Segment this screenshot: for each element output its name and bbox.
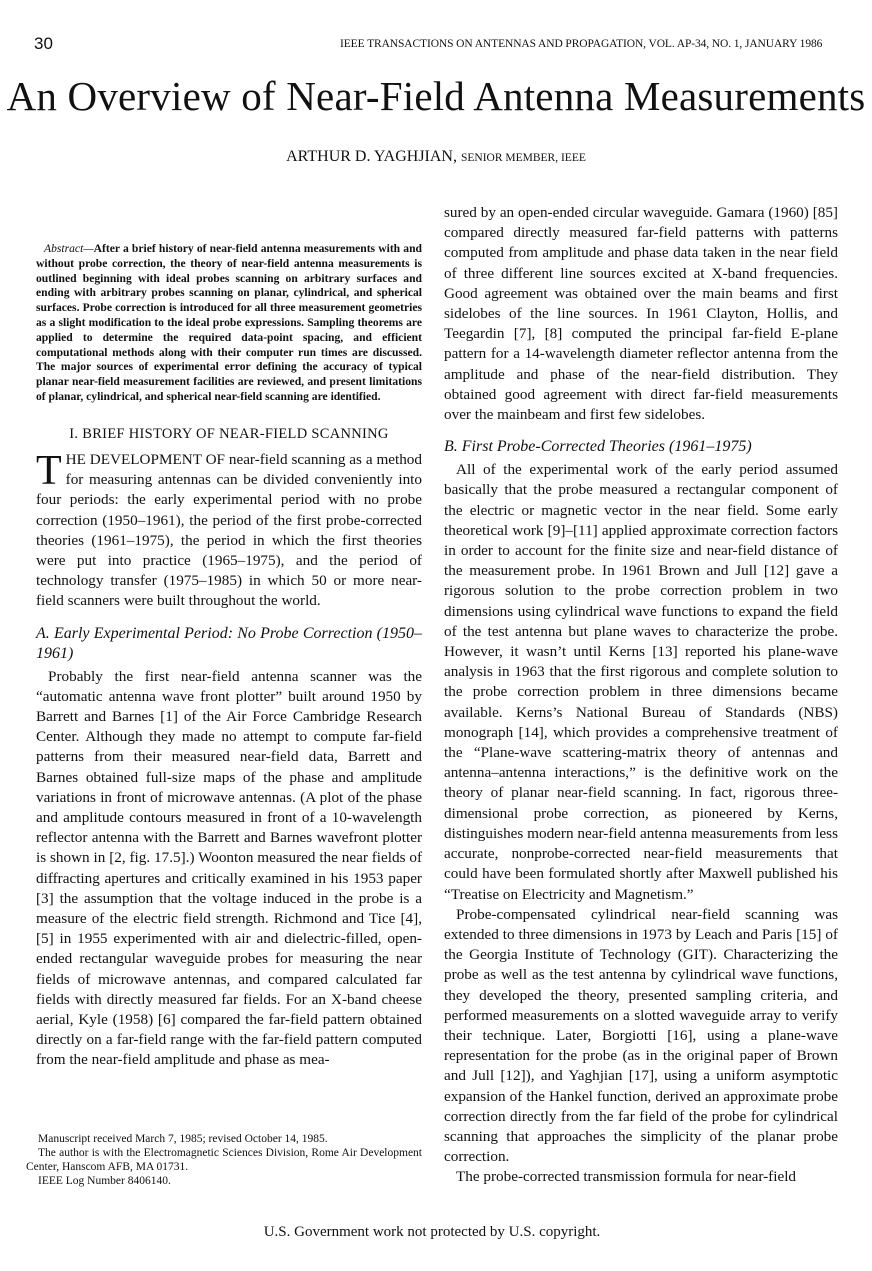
left-column-body [26,200,422,1071]
author-name: ARTHUR D. YAGHJIAN, [286,148,457,165]
subsection-heading-a: A. Early Experimental Period: No Probe Correction (1950–1961) [36,624,422,662]
paragraph: sured by an open-ended circular waveguide. Gamara (1960) [85] compared directly measured far-field patterns with patterns computed from amplitude and phase data taken in the near field of three different line sources excited at X-band frequencies. Good agreement was obtained over the main beams and first sidelobes of the line sources. In 1961 Clayton, Hollis, and Teegardin [7], [8] computed the principal far-field E-plane pattern for a 14-wavelength diameter reflector antenna from the amplitude and phase of the near-field distribution. They obtained good agreement with direct far-field measurements over the mainbeam and first few sidelobes. [444,204,838,424]
paragraph: Probably the first near-field antenna scanner was the “automatic antenna wave front plotter” built around 1950 by Barrett and Barnes [1] of the Air Force Cambridge Research Center. Although they made no attempt to compute far-field patterns from their measured near-field data, Barrett and Barnes obtained full-size maps of the phase and amplitude variations in front of microwave antennas. (A plot of the phase and amplitude contours measured in front of a 10-wavelength reflector antenna with the Barrett and Barnes wavefront plotter is shown in [2, fig. 17.5].) Woonton measured the near fields of diffracting apertures and critically examined in his 1953 paper [3] the assumption that the voltage induced in the probe is a measure of the electric field strength. Richmond and Tice [4], [5] in 1955 experimented with air and dielectric-filled, open-ended rectangular waveguide probes for measuring the near fields of microwave antennas, and compared calculated far fields with directly measured far fields. For an X-band cheese aerial, Kyle (1958) [6] compared the far-field pattern obtained directly on a far-field range with the far-field pattern computed from the near-field amplitude and phase as mea- [36,667,422,1069]
left-column [26,200,422,1188]
paragraph: The probe-corrected transmission formula for near-field [456,1168,797,1186]
subsection-heading-b: B. First Probe-Corrected Theories (1961–1975) [444,438,752,456]
page-body [26,200,838,1271]
footnote: IEEE Log Number 8406140. [38,1174,171,1187]
running-head: IEEE TRANSACTIONS ON ANTENNAS AND PROPAGATION, VOL. AP-34, NO. 1, JANUARY 1986 [340,38,823,50]
intro-paragraph [36,447,422,612]
section-heading: I. BRIEF HISTORY OF NEAR-FIELD SCANNING [69,425,389,442]
footnote: The author is with the Electromagnetic Sciences Division, Rome Air Development Center, Hanscom AFB, MA 01731. [26,1146,422,1173]
right-column [444,200,838,1188]
paper-title: An Overview of Near-Field Antenna Measurements [6,73,866,119]
two-column-layout [26,200,838,1188]
author-line [0,148,872,166]
paragraph: All of the experimental work of the early period assumed basically that the probe measured a rectangular component of the electric or magnetic vector in the near field. Some early theoretical work [9]–[11] applied approximate correction factors in order to account for the finite size and near-field distance of the measurement probe. In 1961 Brown and Jull [12] gave a rigorous solution to the probe correction problem in two dimensions using cylindrical wave functions to expand the field of the test antenna but plane waves to characterize the probe. However, it wasn’t until Kerns [13] reported his plane-wave analysis in 1963 that the first rigorous and complete solution to the probe correction problem in three dimensions became available. Kerns’s National Bureau of Standards (NBS) monograph [14], which provides a comprehensive treatment of the “Plane-wave scattering-matrix theory of antennas and antenna–antenna interactions,” is the definitive work on the theory of planar near-field scanning. In fact, rigorous three-dimensional probe correction, as pioneered by Kerns, distinguishes modern near-field antenna measurements from less accurate, nonprobe-corrected near-field measurements that could have been formulated shortly after Maxwell published his “Treatise on Electricity and Magnetism.” [444,461,838,903]
page-number: 30 [34,34,53,53]
abstract-label: Abstract— [44,242,94,255]
copyright-notice: U.S. Government work not protected by U.S. copyright. [263,1223,601,1240]
author-membership: SENIOR MEMBER, IEEE [460,152,586,164]
drop-cap: T [36,447,62,494]
footnotes [26,1116,422,1188]
intro-text: HE DEVELOPMENT OF near-field scanning as a method for measuring antennas can be divided conveniently into four periods: the early experimental period with no probe correction (1950–1961), the period of the first probe-corrected theories (1961–1975), the period in which the first theories were put into practice (1965–1975), and the period of technology transfer (1975–1985) in which 50 or more near-field scanners were built throughout the world. [36,450,422,610]
abstract-text: After a brief history of near-field antenna measurements with and without probe correction, the theory of near-field antenna measurements is outlined beginning with ideal probes scanning on arbitrary surfaces and ending with arbitrary probes scanning on planar, cylindrical, and spherical surfaces. Probe correction is introduced for all three measurement geometries as a slight modification to the ideal probe expressions. Sampling theorems are applied to determine the required data-point spacing, and efficient computational methods along with their computer run times are discussed. The major sources of experimental error defining the accuracy of typical planar near-field measurement facilities are reviewed, and present limitations of planar, cylindrical, and spherical near-field scanning are identified. [36,242,422,403]
abstract [36,242,422,405]
paragraph: Probe-compensated cylindrical near-field scanning was extended to three dimensions in 1973 by Leach and Paris [15] of the Georgia Institute of Technology (GIT). Characterizing the probe as well as the test antenna by cylindrical wave functions, they developed the theory, presented sampling criteria, and performed measurements on a slotted waveguide array to verify their technique. Later, Borgiotti [16], using a plane-wave representation for the probe (as in the original paper of Brown and Jull [12]), and Yaghjian [17], using a uniform asymptotic expansion of the Hankel function, derived an approximate probe correction directly from the far field of the probe for cylindrical scanning that approaches the simplicity of the planar probe correction. [444,905,838,1166]
footnote: Manuscript received March 7, 1985; revised October 14, 1985. [38,1132,328,1145]
